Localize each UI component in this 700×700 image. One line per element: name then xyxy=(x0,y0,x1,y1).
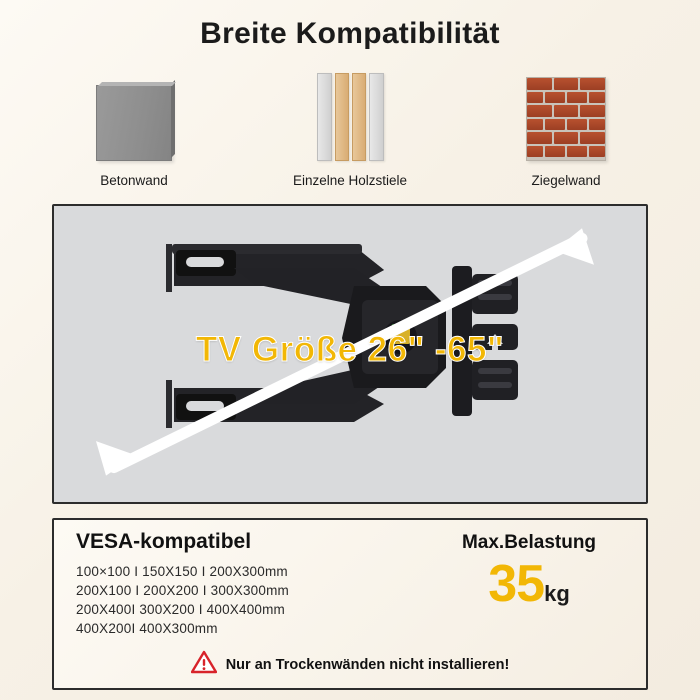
wall-type-label: Betonwand xyxy=(100,173,168,188)
vesa-section xyxy=(68,530,426,638)
tv-size-overlay: TV Größe 26" -65" xyxy=(195,330,505,369)
vesa-line: 100×100 I 150X150 I 200X300mm xyxy=(76,564,288,579)
page-title: Breite Kompatibilität xyxy=(200,17,500,50)
brick-wall-icon xyxy=(526,73,606,161)
max-load-section xyxy=(426,530,632,622)
wall-type-brick xyxy=(491,73,641,188)
max-load-value-group xyxy=(426,556,632,622)
specs-panel xyxy=(52,518,648,690)
wall-type-wood-studs xyxy=(275,73,425,188)
concrete-wall-icon xyxy=(96,73,172,161)
product-image-frame xyxy=(52,204,648,504)
warning-text: Nur an Trockenwänden nicht installieren! xyxy=(225,656,510,673)
warning-row xyxy=(54,650,646,679)
vesa-line: 200X400I 300X200 I 400X400mm xyxy=(76,602,286,617)
wall-type-concrete xyxy=(59,73,209,188)
vesa-title: VESA-kompatibel xyxy=(76,530,252,553)
wall-type-row xyxy=(0,73,700,188)
max-load-unit: kg xyxy=(544,581,570,606)
max-load-value: 35 xyxy=(488,555,545,613)
vesa-line: 400X200I 400X300mm xyxy=(76,621,218,636)
wall-type-label: Einzelne Holzstiele xyxy=(292,173,408,188)
warning-triangle-icon xyxy=(191,650,217,679)
wall-type-label: Ziegelwand xyxy=(531,173,601,188)
wood-studs-icon xyxy=(317,73,384,161)
vesa-line: 200X100 I 200X200 I 300X300mm xyxy=(76,583,289,598)
max-load-title: Max.Belastung xyxy=(461,532,597,553)
